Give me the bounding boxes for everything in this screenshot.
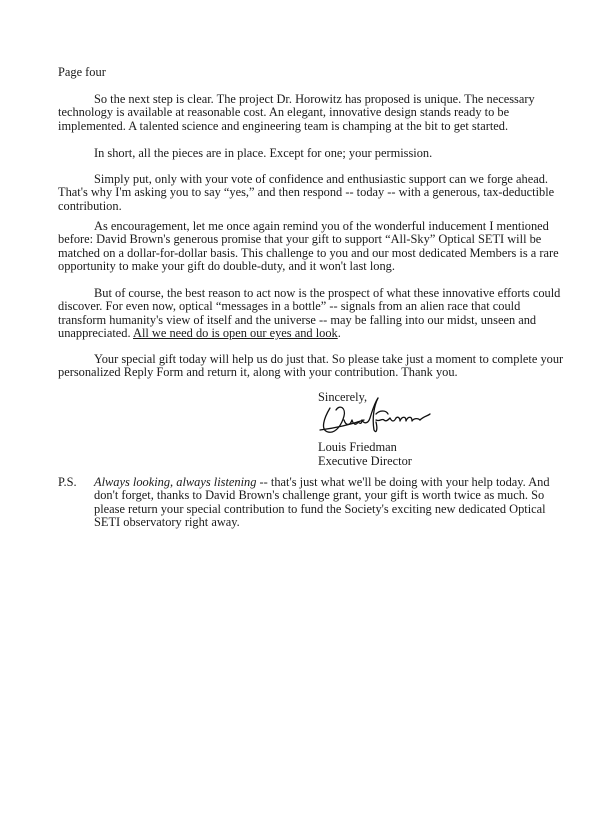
page-number-label: Page four xyxy=(58,65,106,79)
postscript-line: don't forget, thanks to David Brown's challenge grant, your gift is worth twice as much. So xyxy=(94,488,545,503)
paragraph-line: But of course, the best reason to act now is the prospect of what these innovative efforts could xyxy=(94,286,561,300)
postscript-line xyxy=(94,476,606,489)
paragraph-next-step xyxy=(58,93,606,133)
paragraph-best-reason xyxy=(58,287,606,341)
underlined-emphasis: All we need do is open our eyes and look xyxy=(133,326,338,341)
paragraph-line: opportunity to make your gift do double-duty, and it won't last long. xyxy=(58,259,395,274)
paragraph-line: transform humanity's view of itself and the universe -- may be falling into our midst, unseen and xyxy=(58,312,537,327)
paragraph-line: implemented. A talented science and engineering team is champing at the bit to get started. xyxy=(58,118,509,133)
paragraph-line: As encouragement, let me once again remind you of the wonderful inducement I mentioned xyxy=(94,219,549,233)
signer-title: Executive Director xyxy=(318,454,412,468)
paragraph-line xyxy=(58,327,606,340)
paragraph-special-gift xyxy=(58,353,606,380)
italic-emphasis: Always looking, always listening xyxy=(94,475,257,489)
paragraph-text: . xyxy=(337,326,341,341)
paragraph-line: Simply put, only with your vote of confidence and enthusiastic support can we forge ahead. xyxy=(94,172,548,186)
closing-salutation: Sincerely, xyxy=(318,390,368,404)
paragraph-line: That's why I'm asking you to say “yes,” and then respond -- today -- with a generous, tax-deductible xyxy=(58,185,555,200)
paragraph-line: matched on a dollar-for-dollar basis. This challenge to you and our most dedicated Members is a rare xyxy=(58,245,559,260)
paragraph-line: So the next step is clear. The project Dr. Horowitz has proposed is unique. The necessary xyxy=(94,92,535,106)
paragraph-in-short xyxy=(58,147,606,160)
paragraph-line: before: David Brown's generous promise that your gift to support “All-Sky” Optical SETI will be xyxy=(58,232,542,247)
handwritten-signature xyxy=(316,390,436,440)
paragraph-line: In short, all the pieces are in place. Except for one; your permission. xyxy=(94,146,433,160)
postscript-text: -- that's just what we'll be doing with your help today. And xyxy=(256,475,550,489)
postscript-label: P.S. xyxy=(58,475,77,489)
paragraph-text: unappreciated. xyxy=(58,326,133,341)
signer-name: Louis Friedman xyxy=(318,440,397,454)
postscript-line: please return your special contribution to fund the Society's exciting new dedicated Optical xyxy=(94,501,546,516)
postscript-body xyxy=(94,476,606,530)
paragraph-line: discover. For even now, optical “messages in a bottle” -- signals from an alien race that could xyxy=(58,299,521,314)
paragraph-line: personalized Reply Form and return it, along with your contribution. Thank you. xyxy=(58,365,458,380)
paragraph-line: contribution. xyxy=(58,198,122,213)
postscript-line: SETI observatory right away. xyxy=(94,515,240,530)
paragraph-simply-put xyxy=(58,173,606,213)
paragraph-encouragement xyxy=(58,220,606,274)
paragraph-line: technology is available at reasonable cost. An elegant, innovative design stands ready to be xyxy=(58,105,510,120)
paragraph-line: Your special gift today will help us do just that. So please take just a moment to complete your xyxy=(94,352,564,366)
